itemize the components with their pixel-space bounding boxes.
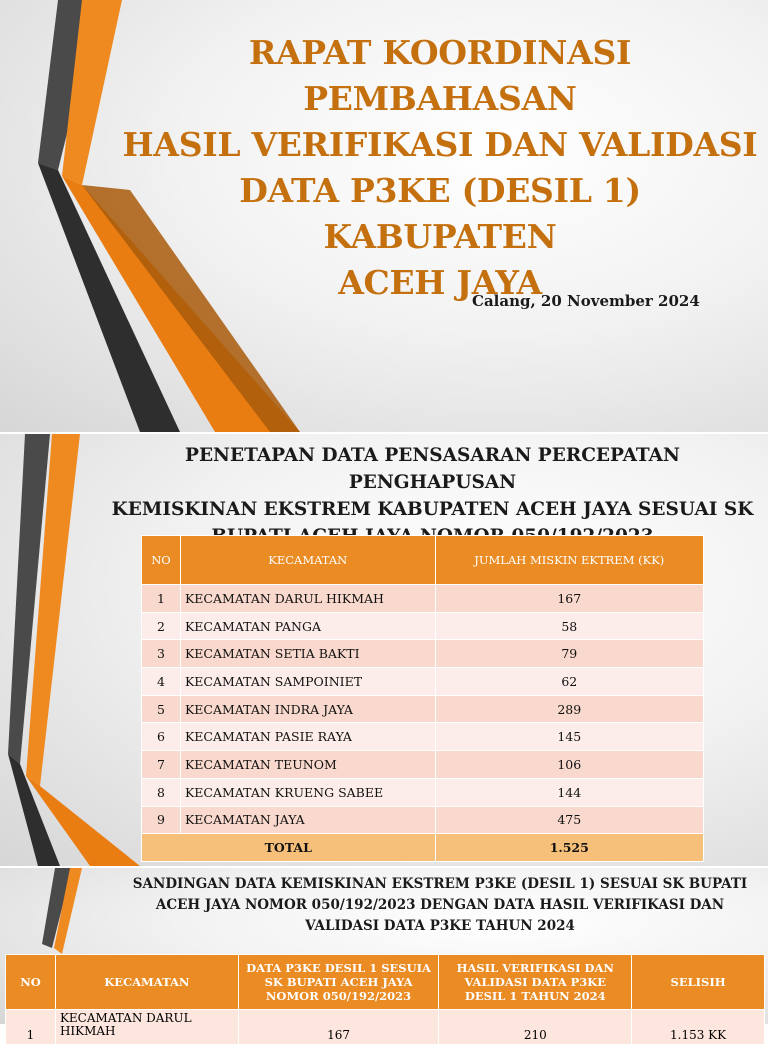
table-row [6,1010,765,1045]
cell-jumlah: 144 [435,778,703,806]
cell-line: HIKMAH [59,1024,116,1038]
slide-title [110,874,770,937]
cell-kecamatan: KECAMATAN TEUNOM [180,751,435,779]
table-row [142,723,704,751]
cell-no: 2 [142,612,181,640]
table-row [142,612,704,640]
cell-no: 1 [6,1010,56,1045]
cell-no: 8 [142,778,181,806]
cell-no: 9 [142,806,181,834]
header-line: DESIL 1 TAHUN 2024 [464,989,606,1003]
table-row [142,585,704,613]
table-row [142,668,704,696]
cell-kecamatan [55,1010,238,1045]
header-line: DATA P3KE DESIL 1 SESUIA [246,961,431,975]
table-row [142,778,704,806]
title-line: SANDINGAN DATA KEMISKINAN EKSTREM P3KE (DESIL 1) SESUAI SK BUPATI [132,876,748,892]
cell-kecamatan: KECAMATAN JAYA [180,806,435,834]
cell-jumlah: 167 [435,585,703,613]
cell-jumlah: 475 [435,806,703,834]
cell-selisih: 1.153 KK [632,1010,765,1045]
extreme-poverty-table [141,535,704,862]
cell-jumlah: 58 [435,612,703,640]
meeting-date: Calang, 20 November 2024 [472,292,700,310]
title-line: HASIL VERIFIKASI DAN VALIDASI [122,125,758,164]
table-row [142,695,704,723]
table-row [142,751,704,779]
total-value: 1.525 [435,834,703,862]
table-header-row [142,536,704,585]
cell-kecamatan: KECAMATAN PANGA [180,612,435,640]
cell-jumlah: 145 [435,723,703,751]
title-line: ACEH JAYA NOMOR 050/192/2023 DENGAN DATA HASIL VERIFIKASI DAN [155,897,725,913]
cell-jumlah: 62 [435,668,703,696]
header-kecamatan: KECAMATAN [180,536,435,585]
header-jumlah: JUMLAH MISKIN EKTREM (KK) [435,536,703,585]
header-data-sk [238,955,439,1010]
title-line: VALIDASI DATA P3KE TAHUN 2024 [305,918,575,934]
cell-jumlah: 79 [435,640,703,668]
title-line: RAPAT KOORDINASI PEMBAHASAN [248,33,632,118]
cell-kecamatan: KECAMATAN KRUENG SABEE [180,778,435,806]
target-data-slide [0,434,768,866]
header-line: HASIL VERIFIKASI DAN [456,961,614,975]
header-no: NO [6,955,56,1010]
cell-kecamatan: KECAMATAN DARUL HIKMAH [180,585,435,613]
title-line: ACEH JAYA [338,263,542,302]
title-line: PENETAPAN DATA PENSASARAN PERCEPATAN PENGHAPUSAN [185,445,680,493]
header-line: VALIDASI DATA P3KE [464,975,607,989]
title-line: KEMISKINAN EKSTREM KABUPATEN ACEH JAYA SESUAI SK [111,499,754,520]
cell-no: 1 [142,585,181,613]
comparison-slide [0,868,768,1042]
header-hasil [439,955,632,1010]
header-no: NO [142,536,181,585]
cell-kecamatan: KECAMATAN INDRA JAYA [180,695,435,723]
comparison-table [5,954,765,1045]
title-slide [0,0,768,432]
total-row [142,834,704,862]
cell-kecamatan: KECAMATAN SAMPOINIET [180,668,435,696]
total-label: TOTAL [142,834,436,862]
table-row [142,640,704,668]
cell-no: 7 [142,751,181,779]
header-line: SK BUPATI ACEH JAYA [264,975,413,989]
cell-kecamatan: KECAMATAN PASIE RAYA [180,723,435,751]
cell-no: 6 [142,723,181,751]
slide-title [120,30,760,306]
header-line: NOMOR 050/192/2023 [265,989,412,1003]
cell-jumlah: 289 [435,695,703,723]
cell-no: 3 [142,640,181,668]
cell-line: KECAMATAN DARUL [59,1011,192,1025]
cell-no: 5 [142,695,181,723]
table-header-row [6,955,765,1010]
cell-data-sk: 167 [238,1010,439,1045]
table-row [142,806,704,834]
header-selisih: SELISIH [632,955,765,1010]
cell-no: 4 [142,668,181,696]
cell-kecamatan: KECAMATAN SETIA BAKTI [180,640,435,668]
cell-jumlah: 106 [435,751,703,779]
cell-hasil: 210 [439,1010,632,1045]
title-line: DATA P3KE (DESIL 1) KABUPATEN [239,171,641,256]
slide-title [100,442,765,550]
header-kecamatan: KECAMATAN [55,955,238,1010]
